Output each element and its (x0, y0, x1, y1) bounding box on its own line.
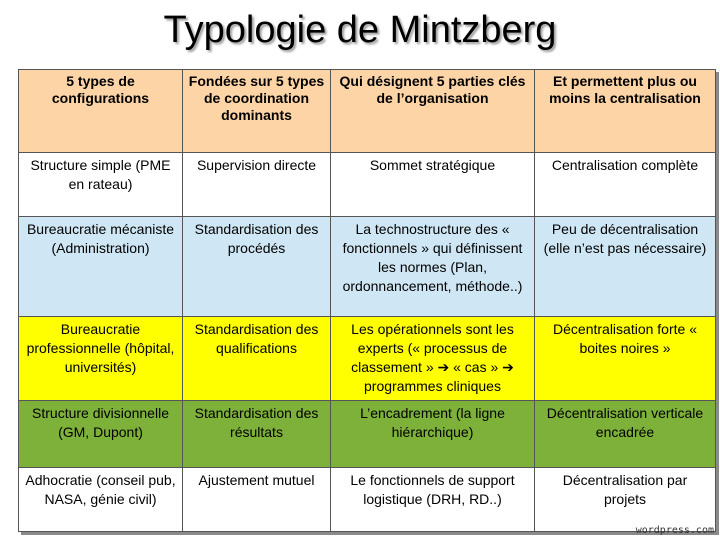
cell-coordination: Standardisation des qualifications (183, 317, 331, 401)
cell-centralisation: Décentralisation par projets (535, 468, 716, 532)
cell-configuration: Structure simple (PME en rateau) (19, 153, 183, 217)
cell-centralisation: Décentralisation verticale encadrée (535, 401, 716, 468)
cell-centralisation: Peu de décentralisation (elle n’est pas nécessaire) (535, 217, 716, 317)
cell-configuration: Bureaucratie professionnelle (hôpital, universités) (19, 317, 183, 401)
cell-partie-cle: La technostructure des « fonctionnels » qui définissent les normes (Plan, ordonnancement, méthode..) (331, 217, 535, 317)
table-row (19, 468, 716, 532)
cell-coordination: Standardisation des procédés (183, 217, 331, 317)
table-row (19, 153, 716, 217)
table-row (19, 217, 716, 317)
cell-configuration: Adhocratie (conseil pub, NASA, génie civil) (19, 468, 183, 532)
cell-centralisation: Centralisation complète (535, 153, 716, 217)
slide-title: Typologie de Mintzberg (163, 9, 557, 51)
mintzberg-table (18, 69, 716, 532)
cell-configuration: Bureaucratie mécaniste (Administration) (19, 217, 183, 317)
watermark: wordpress.com (635, 525, 714, 536)
table-row (19, 317, 716, 401)
cell-centralisation: Décentralisation forte « boites noires » (535, 317, 716, 401)
header-parties-cles: Qui désignent 5 parties clés de l’organisation (331, 70, 535, 153)
cell-partie-cle: Les opérationnels sont les experts (« processus de classement » ➔ « cas » ➔ programmes cliniques (331, 317, 535, 401)
header-centralisation: Et permettent plus ou moins la centralisation (535, 70, 716, 153)
cell-coordination: Supervision directe (183, 153, 331, 217)
header-coordination: Fondées sur 5 types de coordination dominants (183, 70, 331, 153)
table-row (19, 401, 716, 468)
cell-partie-cle: Le fonctionnels de support logistique (DRH, RD..) (331, 468, 535, 532)
table-header-row (19, 70, 716, 153)
cell-configuration: Structure divisionnelle (GM, Dupont) (19, 401, 183, 468)
cell-partie-cle: L’encadrement (la ligne hiérarchique) (331, 401, 535, 468)
cell-coordination: Standardisation des résultats (183, 401, 331, 468)
cell-coordination: Ajustement mutuel (183, 468, 331, 532)
cell-partie-cle: Sommet stratégique (331, 153, 535, 217)
header-configurations: 5 types de configurations (19, 70, 183, 153)
